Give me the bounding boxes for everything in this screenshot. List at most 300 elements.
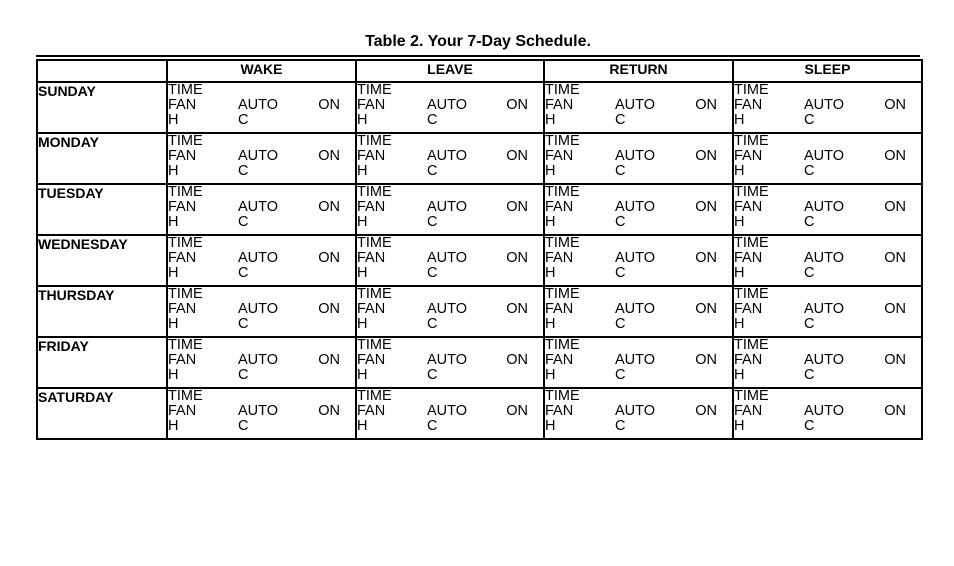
schedule-cell xyxy=(356,337,544,388)
fan-auto-option: AUTO xyxy=(804,403,845,419)
fan-label: FAN xyxy=(734,199,763,215)
fan-auto-option: AUTO xyxy=(615,97,656,113)
fan-line xyxy=(168,404,355,419)
time-label: TIME xyxy=(545,82,580,98)
time-line xyxy=(357,134,543,149)
cool-label: C xyxy=(238,163,249,179)
fan-auto-option: AUTO xyxy=(615,199,656,215)
schedule-cell xyxy=(167,286,356,337)
fan-label: FAN xyxy=(545,352,574,368)
heat-label: H xyxy=(734,367,745,383)
time-line xyxy=(734,338,921,353)
time-label: TIME xyxy=(168,388,203,404)
heat-label: H xyxy=(168,316,179,332)
fan-label: FAN xyxy=(168,250,197,266)
mode-line xyxy=(545,317,732,332)
time-label: TIME xyxy=(734,388,769,404)
schedule-cell xyxy=(356,286,544,337)
mode-line xyxy=(168,215,355,230)
fan-line xyxy=(357,353,543,368)
schedule-cell xyxy=(733,133,922,184)
cool-label: C xyxy=(427,112,438,128)
fan-on-option: ON xyxy=(506,250,528,266)
fan-on-option: ON xyxy=(695,403,717,419)
fan-auto-option: AUTO xyxy=(238,97,279,113)
fan-label: FAN xyxy=(168,403,197,419)
fan-line xyxy=(168,353,355,368)
mode-line xyxy=(357,419,543,434)
fan-label: FAN xyxy=(545,199,574,215)
cool-label: C xyxy=(804,112,815,128)
mode-line xyxy=(168,419,355,434)
time-line xyxy=(168,134,355,149)
cool-label: C xyxy=(427,418,438,434)
time-line xyxy=(545,83,732,98)
caption-rule xyxy=(36,55,920,57)
fan-line xyxy=(357,149,543,164)
mode-line xyxy=(734,419,921,434)
fan-label: FAN xyxy=(545,97,574,113)
heat-label: H xyxy=(168,367,179,383)
fan-label: FAN xyxy=(168,199,197,215)
heat-label: H xyxy=(734,214,745,230)
fan-on-option: ON xyxy=(318,301,340,317)
fan-label: FAN xyxy=(357,352,386,368)
time-line xyxy=(168,83,355,98)
fan-line xyxy=(734,200,921,215)
fan-on-option: ON xyxy=(695,301,717,317)
fan-on-option: ON xyxy=(506,301,528,317)
schedule-cell xyxy=(733,286,922,337)
fan-auto-option: AUTO xyxy=(615,352,656,368)
fan-on-option: ON xyxy=(884,148,906,164)
fan-auto-option: AUTO xyxy=(238,199,279,215)
fan-auto-option: AUTO xyxy=(804,97,845,113)
fan-label: FAN xyxy=(357,199,386,215)
fan-on-option: ON xyxy=(506,97,528,113)
time-line xyxy=(734,287,921,302)
time-line xyxy=(545,185,732,200)
mode-line xyxy=(545,419,732,434)
heat-label: H xyxy=(734,316,745,332)
time-label: TIME xyxy=(168,184,203,200)
fan-label: FAN xyxy=(734,403,763,419)
time-line xyxy=(545,389,732,404)
mode-line xyxy=(357,317,543,332)
cool-label: C xyxy=(427,367,438,383)
time-label: TIME xyxy=(545,337,580,353)
day-label: SUNDAY xyxy=(37,82,167,133)
cool-label: C xyxy=(615,316,626,332)
mode-line xyxy=(357,368,543,383)
time-label: TIME xyxy=(734,235,769,251)
fan-line xyxy=(357,404,543,419)
fan-line xyxy=(168,200,355,215)
schedule-cell xyxy=(356,184,544,235)
time-label: TIME xyxy=(545,235,580,251)
fan-auto-option: AUTO xyxy=(804,301,845,317)
mode-line xyxy=(357,266,543,281)
cool-label: C xyxy=(804,418,815,434)
fan-line xyxy=(734,251,921,266)
fan-auto-option: AUTO xyxy=(804,352,845,368)
schedule-cell xyxy=(544,286,733,337)
table-caption: Table 2. Your 7-Day Schedule. xyxy=(365,33,591,50)
time-label: TIME xyxy=(734,82,769,98)
fan-line xyxy=(734,302,921,317)
mode-line xyxy=(357,215,543,230)
time-label: TIME xyxy=(545,388,580,404)
time-line xyxy=(168,389,355,404)
schedule-cell xyxy=(544,184,733,235)
fan-on-option: ON xyxy=(506,352,528,368)
time-label: TIME xyxy=(357,286,392,302)
time-line xyxy=(357,236,543,251)
time-label: TIME xyxy=(734,184,769,200)
fan-on-option: ON xyxy=(695,250,717,266)
cool-label: C xyxy=(804,316,815,332)
heat-label: H xyxy=(734,163,745,179)
table-row xyxy=(37,286,922,337)
table-row xyxy=(37,133,922,184)
fan-line xyxy=(168,302,355,317)
fan-label: FAN xyxy=(545,250,574,266)
mode-line xyxy=(357,164,543,179)
table-row xyxy=(37,82,922,133)
heat-label: H xyxy=(168,214,179,230)
time-line xyxy=(168,236,355,251)
time-label: TIME xyxy=(545,133,580,149)
cool-label: C xyxy=(238,112,249,128)
schedule-cell xyxy=(167,337,356,388)
time-line xyxy=(545,287,732,302)
time-label: TIME xyxy=(168,286,203,302)
time-line xyxy=(357,338,543,353)
day-label: WEDNESDAY xyxy=(37,235,167,286)
fan-auto-option: AUTO xyxy=(427,97,468,113)
mode-line xyxy=(545,164,732,179)
time-label: TIME xyxy=(357,82,392,98)
schedule-cell xyxy=(733,235,922,286)
column-header: WAKE xyxy=(167,60,356,82)
fan-line xyxy=(545,149,732,164)
fan-on-option: ON xyxy=(318,148,340,164)
cool-label: C xyxy=(238,418,249,434)
fan-line xyxy=(545,251,732,266)
fan-line xyxy=(168,98,355,113)
fan-auto-option: AUTO xyxy=(427,301,468,317)
time-label: TIME xyxy=(734,133,769,149)
time-line xyxy=(734,236,921,251)
schedule-cell xyxy=(544,82,733,133)
cool-label: C xyxy=(615,418,626,434)
fan-auto-option: AUTO xyxy=(238,403,279,419)
fan-on-option: ON xyxy=(318,97,340,113)
fan-on-option: ON xyxy=(506,148,528,164)
time-line xyxy=(357,185,543,200)
fan-on-option: ON xyxy=(506,199,528,215)
fan-line xyxy=(357,200,543,215)
cool-label: C xyxy=(427,316,438,332)
cool-label: C xyxy=(427,265,438,281)
time-label: TIME xyxy=(545,286,580,302)
heat-label: H xyxy=(357,163,368,179)
fan-on-option: ON xyxy=(695,352,717,368)
cool-label: C xyxy=(615,112,626,128)
day-label: TUESDAY xyxy=(37,184,167,235)
heat-label: H xyxy=(168,163,179,179)
heat-label: H xyxy=(734,265,745,281)
heat-label: H xyxy=(168,418,179,434)
heat-label: H xyxy=(545,214,556,230)
mode-line xyxy=(734,215,921,230)
fan-label: FAN xyxy=(168,148,197,164)
table-row xyxy=(37,388,922,439)
cool-label: C xyxy=(615,367,626,383)
fan-auto-option: AUTO xyxy=(615,301,656,317)
fan-on-option: ON xyxy=(884,250,906,266)
heat-label: H xyxy=(545,265,556,281)
time-label: TIME xyxy=(168,235,203,251)
fan-line xyxy=(734,404,921,419)
fan-auto-option: AUTO xyxy=(804,250,845,266)
table-row xyxy=(37,184,922,235)
time-line xyxy=(357,287,543,302)
schedule-cell xyxy=(733,82,922,133)
heat-label: H xyxy=(357,367,368,383)
fan-auto-option: AUTO xyxy=(615,403,656,419)
mode-line xyxy=(545,266,732,281)
schedule-cell xyxy=(544,235,733,286)
schedule-cell xyxy=(733,388,922,439)
time-label: TIME xyxy=(357,235,392,251)
schedule-table xyxy=(36,59,923,440)
cool-label: C xyxy=(804,214,815,230)
cool-label: C xyxy=(615,214,626,230)
fan-line xyxy=(545,302,732,317)
cool-label: C xyxy=(427,163,438,179)
fan-label: FAN xyxy=(168,97,197,113)
schedule-cell xyxy=(167,133,356,184)
mode-line xyxy=(734,164,921,179)
time-line xyxy=(734,134,921,149)
fan-label: FAN xyxy=(734,250,763,266)
column-header: LEAVE xyxy=(356,60,544,82)
mode-line xyxy=(168,113,355,128)
time-label: TIME xyxy=(734,337,769,353)
cool-label: C xyxy=(238,214,249,230)
fan-line xyxy=(357,251,543,266)
heat-label: H xyxy=(357,214,368,230)
heat-label: H xyxy=(357,265,368,281)
cool-label: C xyxy=(804,163,815,179)
fan-label: FAN xyxy=(734,97,763,113)
time-label: TIME xyxy=(357,184,392,200)
table-row xyxy=(37,235,922,286)
time-line xyxy=(357,83,543,98)
mode-line xyxy=(357,113,543,128)
mode-line xyxy=(545,215,732,230)
mode-line xyxy=(168,266,355,281)
fan-auto-option: AUTO xyxy=(427,199,468,215)
time-label: TIME xyxy=(734,286,769,302)
header-row xyxy=(37,60,922,82)
heat-label: H xyxy=(734,112,745,128)
fan-label: FAN xyxy=(734,148,763,164)
schedule-cell xyxy=(167,235,356,286)
heat-label: H xyxy=(357,112,368,128)
time-line xyxy=(168,185,355,200)
time-label: TIME xyxy=(168,337,203,353)
heat-label: H xyxy=(545,112,556,128)
heat-label: H xyxy=(357,316,368,332)
cool-label: C xyxy=(615,163,626,179)
fan-label: FAN xyxy=(734,301,763,317)
day-label: MONDAY xyxy=(37,133,167,184)
schedule-cell xyxy=(544,337,733,388)
heat-label: H xyxy=(168,112,179,128)
fan-on-option: ON xyxy=(695,199,717,215)
fan-label: FAN xyxy=(545,148,574,164)
cool-label: C xyxy=(615,265,626,281)
schedule-cell xyxy=(356,133,544,184)
day-label: SATURDAY xyxy=(37,388,167,439)
time-label: TIME xyxy=(168,133,203,149)
heat-label: H xyxy=(357,418,368,434)
fan-line xyxy=(545,404,732,419)
fan-label: FAN xyxy=(734,352,763,368)
time-label: TIME xyxy=(357,337,392,353)
fan-on-option: ON xyxy=(695,97,717,113)
fan-line xyxy=(168,149,355,164)
fan-line xyxy=(734,98,921,113)
fan-on-option: ON xyxy=(318,199,340,215)
fan-on-option: ON xyxy=(318,403,340,419)
fan-line xyxy=(168,251,355,266)
fan-auto-option: AUTO xyxy=(615,148,656,164)
heat-label: H xyxy=(734,418,745,434)
day-label: FRIDAY xyxy=(37,337,167,388)
cool-label: C xyxy=(804,367,815,383)
mode-line xyxy=(734,368,921,383)
heat-label: H xyxy=(545,163,556,179)
time-line xyxy=(734,389,921,404)
fan-auto-option: AUTO xyxy=(615,250,656,266)
fan-auto-option: AUTO xyxy=(427,403,468,419)
heat-label: H xyxy=(168,265,179,281)
fan-line xyxy=(734,353,921,368)
fan-auto-option: AUTO xyxy=(804,199,845,215)
fan-on-option: ON xyxy=(884,301,906,317)
cool-label: C xyxy=(238,316,249,332)
mode-line xyxy=(734,113,921,128)
fan-auto-option: AUTO xyxy=(238,250,279,266)
time-line xyxy=(545,338,732,353)
header-corner xyxy=(37,60,167,82)
mode-line xyxy=(168,368,355,383)
schedule-cell xyxy=(167,184,356,235)
fan-label: FAN xyxy=(545,301,574,317)
cool-label: C xyxy=(427,214,438,230)
fan-label: FAN xyxy=(357,97,386,113)
fan-on-option: ON xyxy=(884,403,906,419)
fan-on-option: ON xyxy=(318,352,340,368)
time-label: TIME xyxy=(168,82,203,98)
schedule-cell xyxy=(733,184,922,235)
fan-label: FAN xyxy=(357,148,386,164)
mode-line xyxy=(734,266,921,281)
fan-auto-option: AUTO xyxy=(238,148,279,164)
fan-on-option: ON xyxy=(884,352,906,368)
fan-line xyxy=(545,353,732,368)
mode-line xyxy=(168,164,355,179)
time-line xyxy=(168,338,355,353)
fan-auto-option: AUTO xyxy=(238,352,279,368)
fan-auto-option: AUTO xyxy=(804,148,845,164)
schedule-cell xyxy=(167,82,356,133)
fan-auto-option: AUTO xyxy=(427,250,468,266)
time-line xyxy=(734,185,921,200)
mode-line xyxy=(734,317,921,332)
heat-label: H xyxy=(545,316,556,332)
schedule-cell xyxy=(544,133,733,184)
time-line xyxy=(734,83,921,98)
schedule-cell xyxy=(356,388,544,439)
fan-auto-option: AUTO xyxy=(238,301,279,317)
heat-label: H xyxy=(545,367,556,383)
time-label: TIME xyxy=(545,184,580,200)
fan-label: FAN xyxy=(357,250,386,266)
fan-line xyxy=(357,302,543,317)
heat-label: H xyxy=(545,418,556,434)
time-line xyxy=(168,287,355,302)
fan-label: FAN xyxy=(168,301,197,317)
fan-auto-option: AUTO xyxy=(427,148,468,164)
fan-on-option: ON xyxy=(884,199,906,215)
fan-label: FAN xyxy=(357,403,386,419)
column-header: RETURN xyxy=(544,60,733,82)
time-line xyxy=(545,134,732,149)
time-line xyxy=(357,389,543,404)
schedule-cell xyxy=(733,337,922,388)
time-label: TIME xyxy=(357,133,392,149)
schedule-cell xyxy=(356,82,544,133)
cool-label: C xyxy=(238,265,249,281)
fan-label: FAN xyxy=(357,301,386,317)
day-label: THURSDAY xyxy=(37,286,167,337)
fan-line xyxy=(734,149,921,164)
cool-label: C xyxy=(238,367,249,383)
column-header: SLEEP xyxy=(733,60,922,82)
schedule-cell xyxy=(356,235,544,286)
fan-label: FAN xyxy=(545,403,574,419)
table-row xyxy=(37,337,922,388)
fan-line xyxy=(545,200,732,215)
schedule-cell xyxy=(167,388,356,439)
cool-label: C xyxy=(804,265,815,281)
mode-line xyxy=(545,368,732,383)
fan-line xyxy=(357,98,543,113)
mode-line xyxy=(168,317,355,332)
time-label: TIME xyxy=(357,388,392,404)
fan-label: FAN xyxy=(168,352,197,368)
fan-auto-option: AUTO xyxy=(427,352,468,368)
schedule-cell xyxy=(544,388,733,439)
fan-on-option: ON xyxy=(695,148,717,164)
fan-on-option: ON xyxy=(884,97,906,113)
fan-line xyxy=(545,98,732,113)
time-line xyxy=(545,236,732,251)
